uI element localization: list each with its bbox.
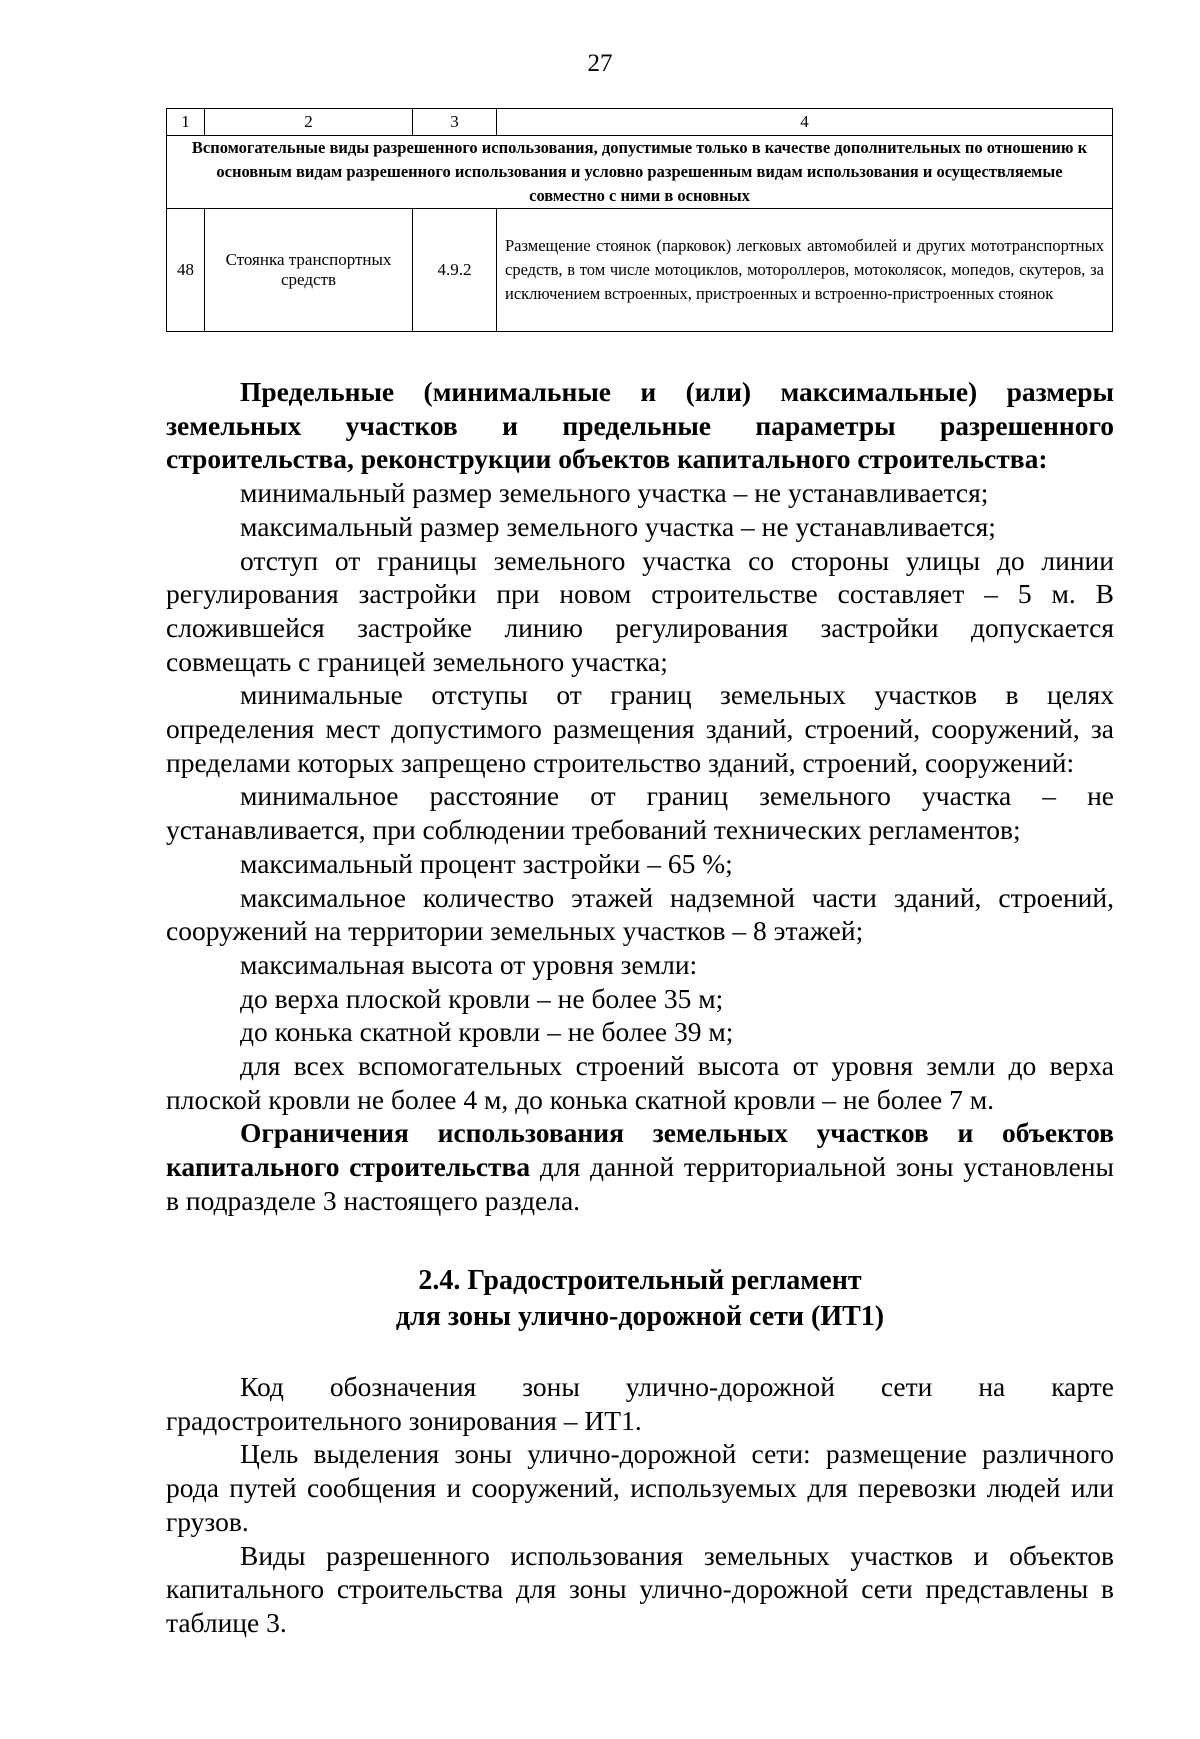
limits-item: минимальные отступы от границ земельных участков в целях определения мест допустимого размещения зданий, строений, сооружений, за пределами которых запрещено строительство зданий, строений, сооружений: — [166, 679, 1114, 778]
limits-item: минимальный размер земельного участка – не устанавливается; — [240, 477, 989, 509]
row-use-code: 4.9.2 — [413, 209, 497, 332]
limits-item: максимальная высота от уровня земли: — [240, 948, 698, 980]
limits-item: отступ от границы земельного участка со стороны улицы до линии регулирования застройки при новом строительстве составляет – 5 м. В сложившейся застройке линию регулирования застройки допускается совмещать с границей земельного участка; — [166, 544, 1114, 677]
table-group-row — [167, 136, 1113, 209]
limits-item: до конька скатной кровли – не более 39 м; — [240, 1016, 734, 1048]
section-paragraph: Цель выделения зоны улично-дорожной сети: размещение различного рода путей сообщения и сооружений, используемых для перевозки людей или грузов. — [166, 1438, 1114, 1537]
section-title-line: 2.4. Градостроительный регламент — [418, 1265, 862, 1296]
table-header-cell: 1 — [167, 109, 205, 136]
section-body — [166, 1370, 1114, 1640]
limits-item: максимальный размер земельного участка – не устанавливается; — [240, 510, 996, 542]
table-row — [167, 209, 1113, 332]
restrictions-bold: Ограничения использования земельных участков и объектов капитального строительства — [166, 1117, 1114, 1183]
row-number: 48 — [167, 209, 205, 332]
section-paragraph: Виды разрешенного использования земельных участков и объектов капитального строительства для зоны улично-дорожной сети представлены в таблице 3. — [166, 1539, 1114, 1638]
table-header-cell: 3 — [413, 109, 497, 136]
row-use-name: Стоянка транспортных средств — [205, 209, 413, 332]
limits-block — [166, 375, 1114, 1218]
row-use-description: Размещение стоянок (парковок) легковых автомобилей и других мототранспортных средств, в том числе мотоциклов, мотороллеров, мотоколясок, мопедов, скутеров, за исключением встроенных, пристроенных и встроенно-пристроенных стоянок — [497, 209, 1113, 332]
limits-heading: Предельные (минимальные и (или) максимальные) размеры земельных участков и предельные параметры разрешенного строительства, реконструкции объектов капитального строительства: — [166, 376, 1114, 475]
limits-item: максимальное количество этажей надземной части зданий, строений, сооружений на территории земельных участков – 8 этажей; — [166, 881, 1114, 947]
page-number: 27 — [587, 50, 613, 77]
table-header-row — [167, 109, 1113, 136]
table-header-cell: 2 — [205, 109, 413, 136]
section-title-line: для зоны улично-дорожной сети (ИТ1) — [395, 1301, 885, 1332]
table-group-heading — [167, 136, 1113, 209]
limits-item: до верха плоской кровли – не более 35 м; — [240, 982, 724, 1014]
permitted-use-table — [166, 108, 1113, 332]
limits-item: для всех вспомогательных строений высота от уровня земли до верха плоской кровли не более 4 м, до конька скатной кровли – не более 7 м. — [166, 1050, 1114, 1115]
limits-item: максимальный процент застройки – 65 %; — [240, 847, 733, 879]
section-paragraph: Код обозначения зоны улично-дорожной сети на карте градостроительного зонирования – ИТ1. — [166, 1371, 1114, 1436]
restrictions-rest: для данной территориальной зоны установлены в подразделе 3 настоящего раздела. — [166, 1151, 1114, 1216]
limits-item: минимальное расстояние от границ земельного участка – не устанавливается, при соблюдении требований технических регламентов; — [166, 780, 1114, 846]
table-header-cell: 4 — [497, 109, 1113, 136]
restrictions-paragraph — [166, 1116, 1114, 1217]
table-group-heading-text: Вспомогательные виды разрешенного использования, допустимые только в качестве дополнительных по отношению к основным видам разрешенного использования и условно разрешенным видам использования и осуществляемые совместно с ними в основных — [191, 138, 1088, 205]
section-title — [166, 1263, 1114, 1335]
